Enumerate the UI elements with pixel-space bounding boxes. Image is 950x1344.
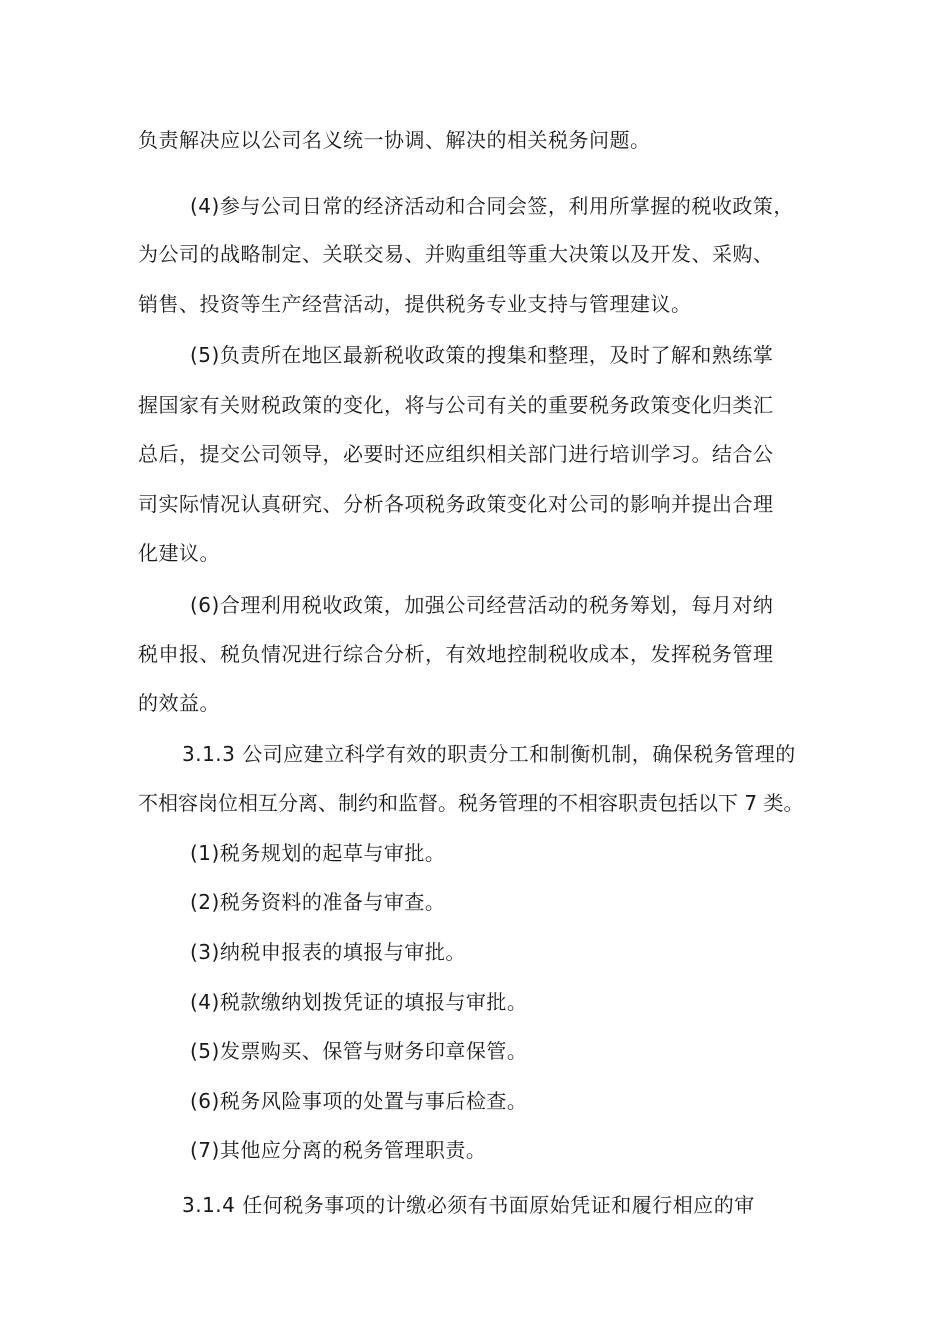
list-item-5: (5)发票购买、保管与财务印章保管。 xyxy=(190,1039,528,1063)
list-item-4: (4)税款缴纳划拨凭证的填报与审批。 xyxy=(190,990,528,1014)
text-line-9: 化建议。 xyxy=(138,541,220,565)
text-line-5: (5)负责所在地区最新税收政策的搜集和整理，及时了解和熟练掌 xyxy=(190,343,774,367)
text-line-6: 握国家有关财税政策的变化，将与公司有关的重要税务政策变化归类汇 xyxy=(138,393,774,417)
text-line-14: 不相容岗位相互分离、制约和监督。税务管理的不相容职责包括以下 7 类。 xyxy=(138,791,804,815)
list-item-3: (3)纳税申报表的填报与审批。 xyxy=(190,940,466,964)
text-line-10: (6)合理利用税收政策，加强公司经营活动的税务筹划，每月对纳 xyxy=(190,593,774,617)
text-line-7: 总后，提交公司领导，必要时还应组织相关部门进行培训学习。结合公 xyxy=(138,442,774,466)
section-3-1-3-heading: 3.1.3 公司应建立科学有效的职责分工和制衡机制，确保税务管理的 xyxy=(182,742,796,766)
list-item-6: (6)税务风险事项的处置与事后检查。 xyxy=(190,1089,528,1113)
list-item-1: (1)税务规划的起草与审批。 xyxy=(190,841,446,865)
text-line-1: 负责解决应以公司名义统一协调、解决的相关税务问题。 xyxy=(138,128,651,152)
list-item-7: (7)其他应分离的税务管理职责。 xyxy=(190,1138,487,1162)
text-line-3: 为公司的战略制定、关联交易、并购重组等重大决策以及开发、采购、 xyxy=(138,242,774,266)
text-line-8: 司实际情况认真研究、分析各项税务政策变化对公司的影响并提出合理 xyxy=(138,492,774,516)
text-line-2: (4)参与公司日常的经济活动和合同会签，利用所掌握的税收政策， xyxy=(190,194,794,218)
section-3-1-4-heading: 3.1.4 任何税务事项的计缴必须有书面原始凭证和履行相应的审 xyxy=(182,1193,755,1217)
text-line-11: 税申报、税负情况进行综合分析，有效地控制税收成本，发挥税务管理 xyxy=(138,642,774,666)
text-line-12: 的效益。 xyxy=(138,691,220,715)
list-item-2: (2)税务资料的准备与审查。 xyxy=(190,890,446,914)
text-line-4: 销售、投资等生产经营活动，提供税务专业支持与管理建议。 xyxy=(138,292,692,316)
